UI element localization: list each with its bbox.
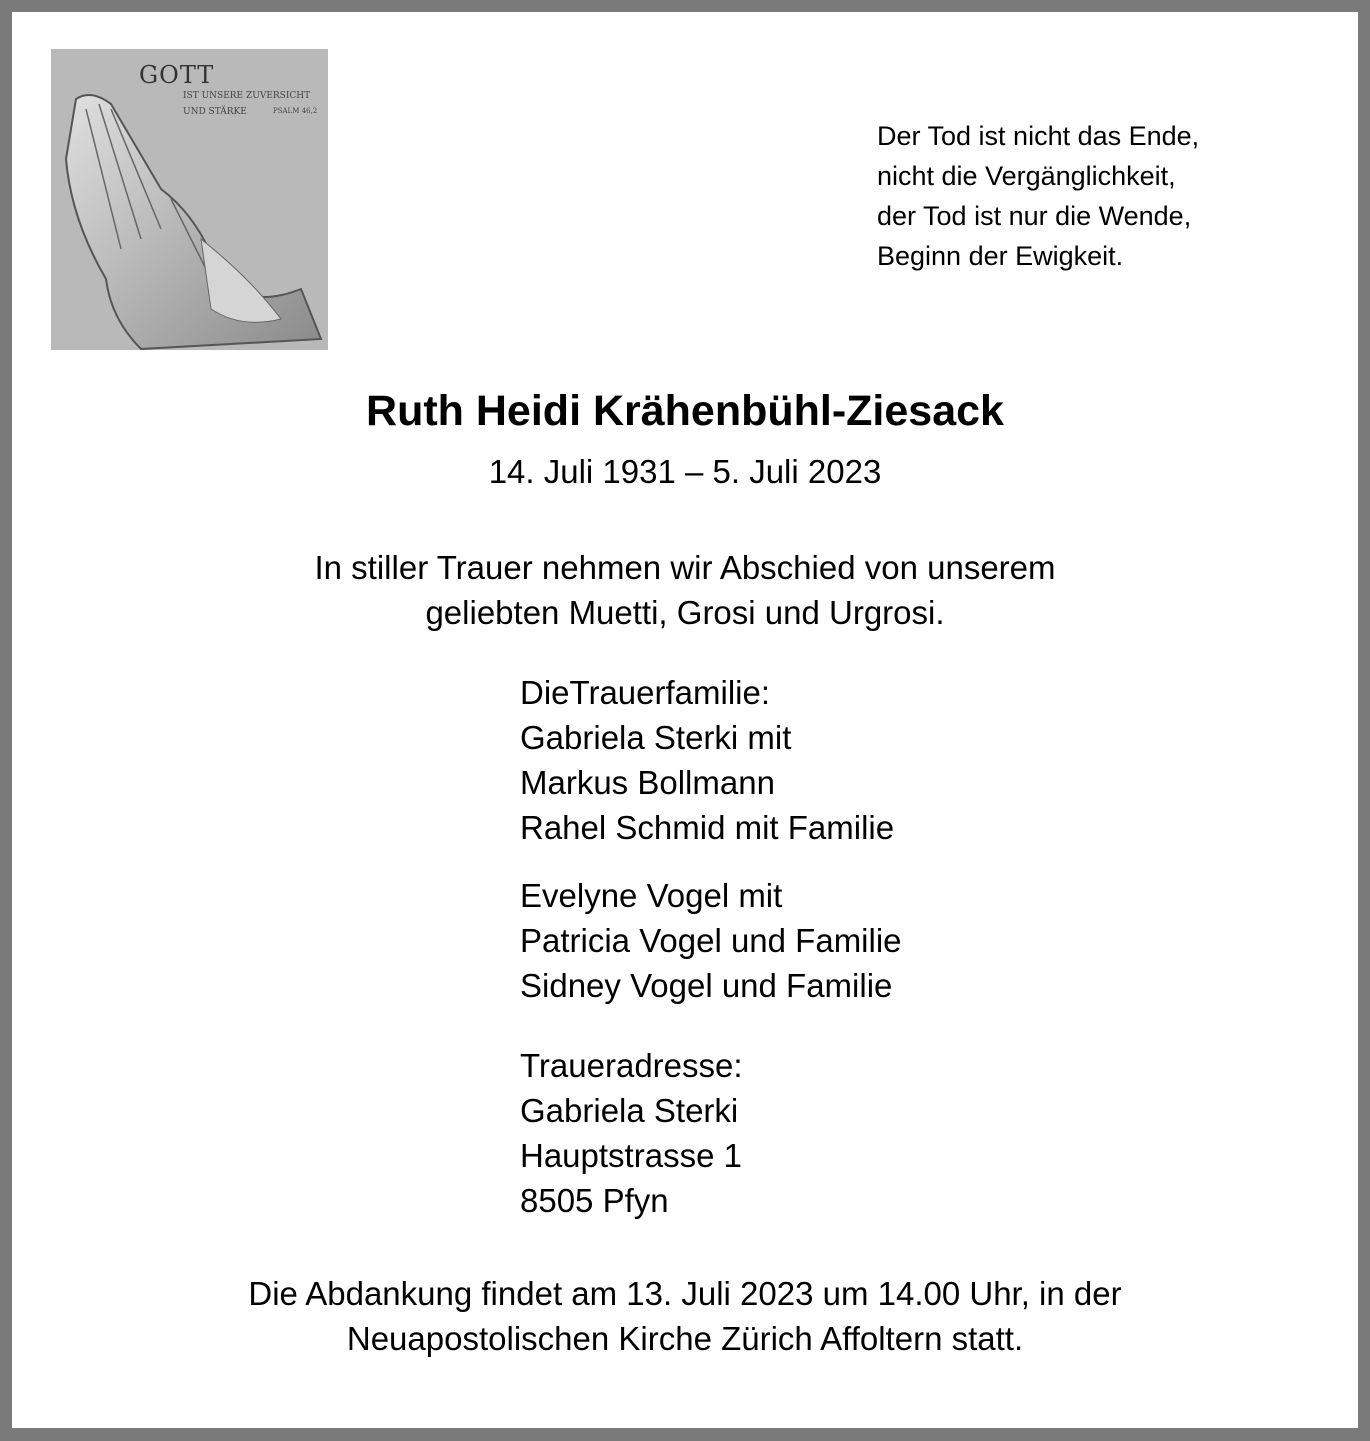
family-line: Gabriela Sterki mit [520, 719, 792, 756]
praying-hands-image [51, 49, 328, 350]
family-list-2 [520, 873, 902, 1008]
image-ref: PSALM 46,2 [273, 107, 318, 115]
life-dates: 14. Juli 1931 – 5. Juli 2023 [488, 453, 882, 490]
family-line: Evelyne Vogel mit [520, 877, 783, 914]
family-line: DieTrauerfamilie: [520, 674, 771, 711]
intro-line: geliebten Muetti, Grosi und Urgrosi. [425, 594, 945, 631]
address-line: Hauptstrasse 1 [520, 1137, 742, 1174]
address-line: Traueradresse: [520, 1047, 743, 1084]
address-line: Gabriela Sterki [520, 1092, 739, 1129]
family-line: Rahel Schmid mit Familie [520, 809, 895, 846]
family-line: Patricia Vogel und Familie [520, 922, 902, 959]
poem-line: nicht die Vergänglichkeit, [877, 161, 1176, 191]
family-list-1 [520, 670, 894, 850]
poem-line: Der Tod ist nicht das Ende, [877, 121, 1200, 151]
image-line1: IST UNSERE ZUVERSICHT [183, 91, 311, 101]
deceased-name: Ruth Heidi Krähenbühl-Ziesack [366, 387, 1004, 435]
footer-line: Die Abdankung findet am 13. Juli 2023 um 14.00 Uhr, in der [248, 1275, 1122, 1312]
intro-line: In stiller Trauer nehmen wir Abschied von unserem [314, 549, 1056, 586]
family-line: Sidney Vogel und Familie [520, 967, 893, 1004]
intro-text [12, 545, 1358, 635]
footer-line: Neuapostolischen Kirche Zürich Affoltern statt. [346, 1320, 1024, 1357]
image-line2: UND STÄRKE [183, 107, 247, 117]
family-line: Markus Bollmann [520, 764, 775, 801]
address-line: 8505 Pfyn [520, 1182, 669, 1219]
poem [877, 116, 1199, 276]
obituary-page [12, 12, 1358, 1428]
funeral-notice [12, 1271, 1358, 1361]
poem-line: Beginn der Ewigkeit. [877, 241, 1124, 271]
poem-line: der Tod ist nur die Wende, [877, 201, 1192, 231]
mourning-address [520, 1043, 743, 1223]
image-title: GOTT [139, 61, 215, 89]
